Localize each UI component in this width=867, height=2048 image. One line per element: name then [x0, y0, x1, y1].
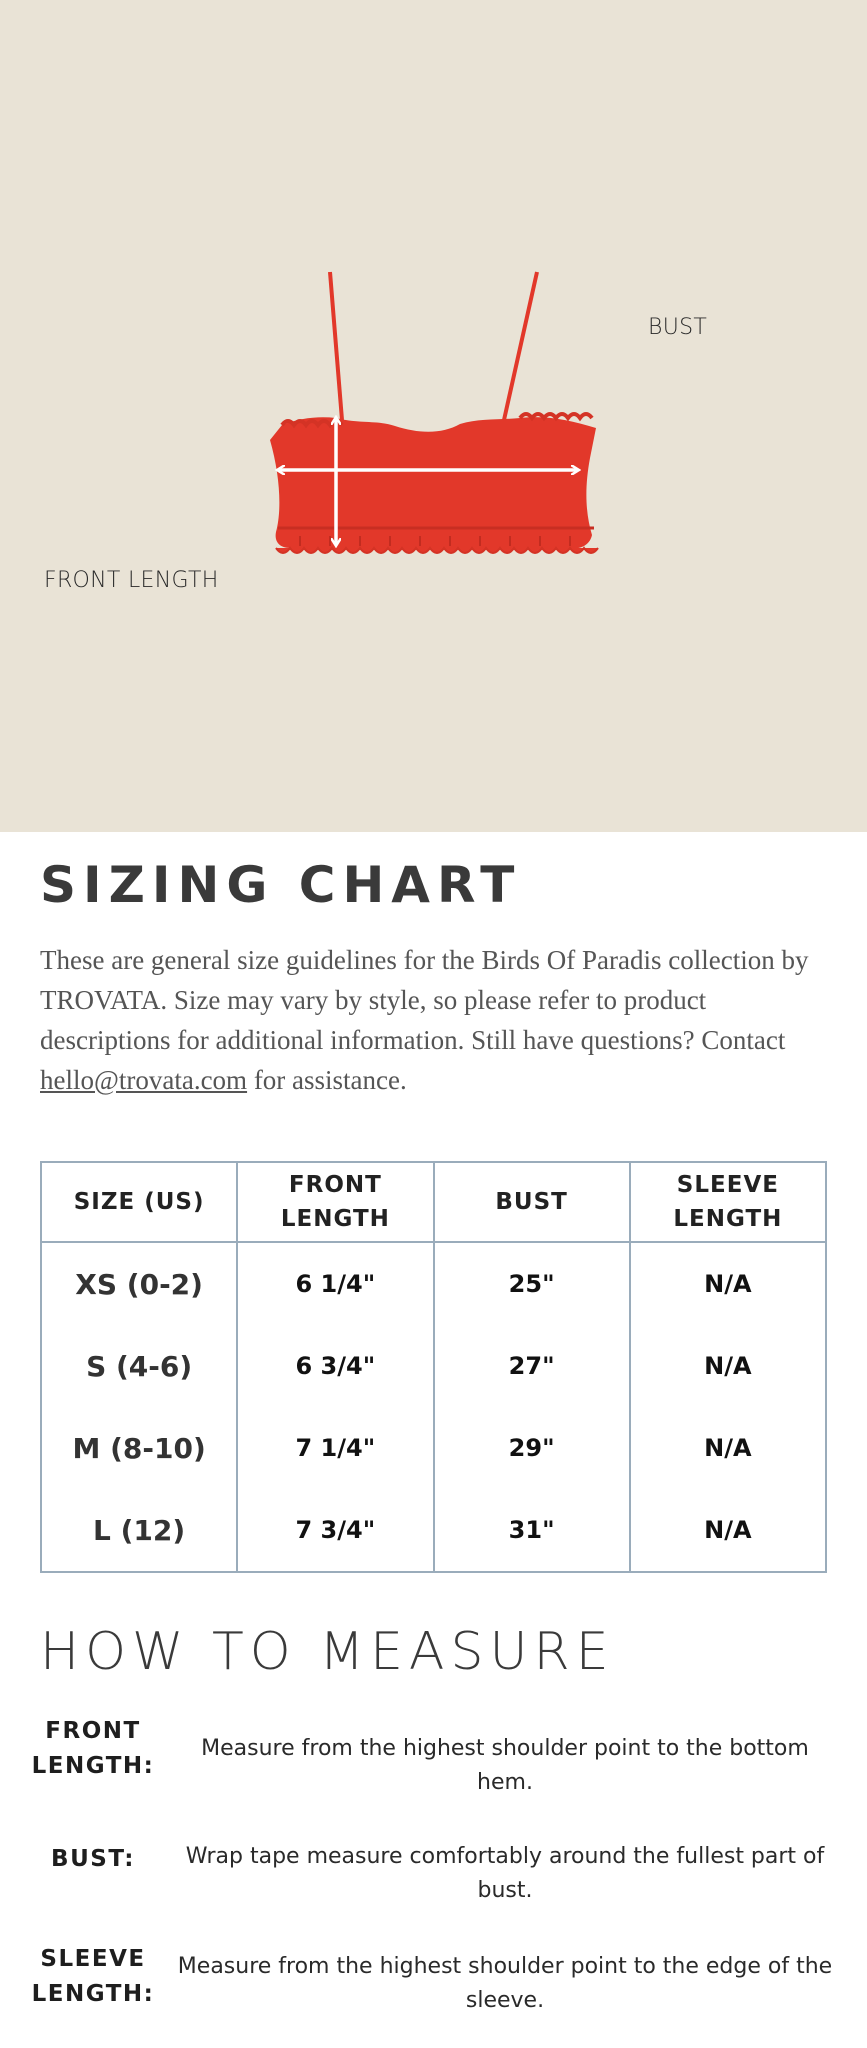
how-to-measure-title: HOW TO MEASURE — [40, 1622, 615, 1682]
sleeve-length-cell: N/A — [630, 1325, 826, 1407]
bust-cell: 25" — [434, 1242, 630, 1325]
front-length-cell: 6 3/4" — [237, 1325, 433, 1407]
intro-text: These are general size guidelines for the Birds Of Paradis collection by TROVATA. Size may vary by style, so please refer to product descriptions for additional information. Still have questions? Contact — [40, 945, 809, 1055]
size-cell: XS (0-2) — [41, 1242, 237, 1325]
size-cell: L (12) — [41, 1489, 237, 1572]
bust-cell: 29" — [434, 1407, 630, 1489]
measure-item-front-length — [30, 1712, 840, 1795]
sleeve-length-cell: N/A — [630, 1407, 826, 1489]
header-size: SIZE (US) — [41, 1162, 237, 1242]
left-strap — [330, 272, 342, 420]
size-table — [40, 1161, 827, 1573]
email-link[interactable]: hello@trovata.com — [40, 1065, 248, 1095]
right-strap — [504, 272, 537, 420]
front-length-cell: 6 1/4" — [237, 1242, 433, 1325]
measure-item-sleeve-length — [30, 1942, 840, 2022]
size-cell: M (8-10) — [41, 1407, 237, 1489]
bust-cell: 27" — [434, 1325, 630, 1407]
product-image — [0, 0, 867, 832]
intro-suffix: for assistance. — [253, 1065, 407, 1095]
bust-cell: 31" — [434, 1489, 630, 1572]
sleeve-length-cell: N/A — [630, 1489, 826, 1572]
front-length-cell: 7 1/4" — [237, 1407, 433, 1489]
header-front-length: FRONT LENGTH — [237, 1162, 433, 1242]
measure-term: SLEEVE LENGTH: — [31, 1946, 155, 2007]
table-row — [41, 1325, 826, 1407]
table-row — [41, 1489, 826, 1572]
sizing-chart-title: SIZING CHART — [40, 856, 522, 914]
front-length-cell: 7 3/4" — [237, 1489, 433, 1572]
bottom-ruffle — [276, 548, 598, 553]
table-header-row — [41, 1162, 826, 1242]
header-sleeve-length: SLEEVE LENGTH — [630, 1162, 826, 1242]
intro-paragraph — [40, 940, 840, 1100]
size-cell: S (4-6) — [41, 1325, 237, 1407]
front-length-label: FRONT LENGTH — [44, 568, 219, 593]
sleeve-length-cell: N/A — [630, 1242, 826, 1325]
measure-term: BUST: — [51, 1846, 135, 1872]
table-row — [41, 1407, 826, 1489]
bust-label: BUST — [648, 315, 708, 340]
table-row — [41, 1242, 826, 1325]
measure-desc: Measure from the highest shoulder point to the bottom hem. — [201, 1736, 809, 1795]
measure-term: FRONT LENGTH: — [31, 1718, 155, 1779]
bralette-illustration — [0, 0, 867, 832]
measure-item-bust — [30, 1840, 840, 1920]
measure-desc: Wrap tape measure comfortably around the fullest part of bust. — [185, 1844, 825, 1903]
header-bust: BUST — [434, 1162, 630, 1242]
measure-desc: Measure from the highest shoulder point to the edge of the sleeve. — [177, 1954, 833, 2013]
